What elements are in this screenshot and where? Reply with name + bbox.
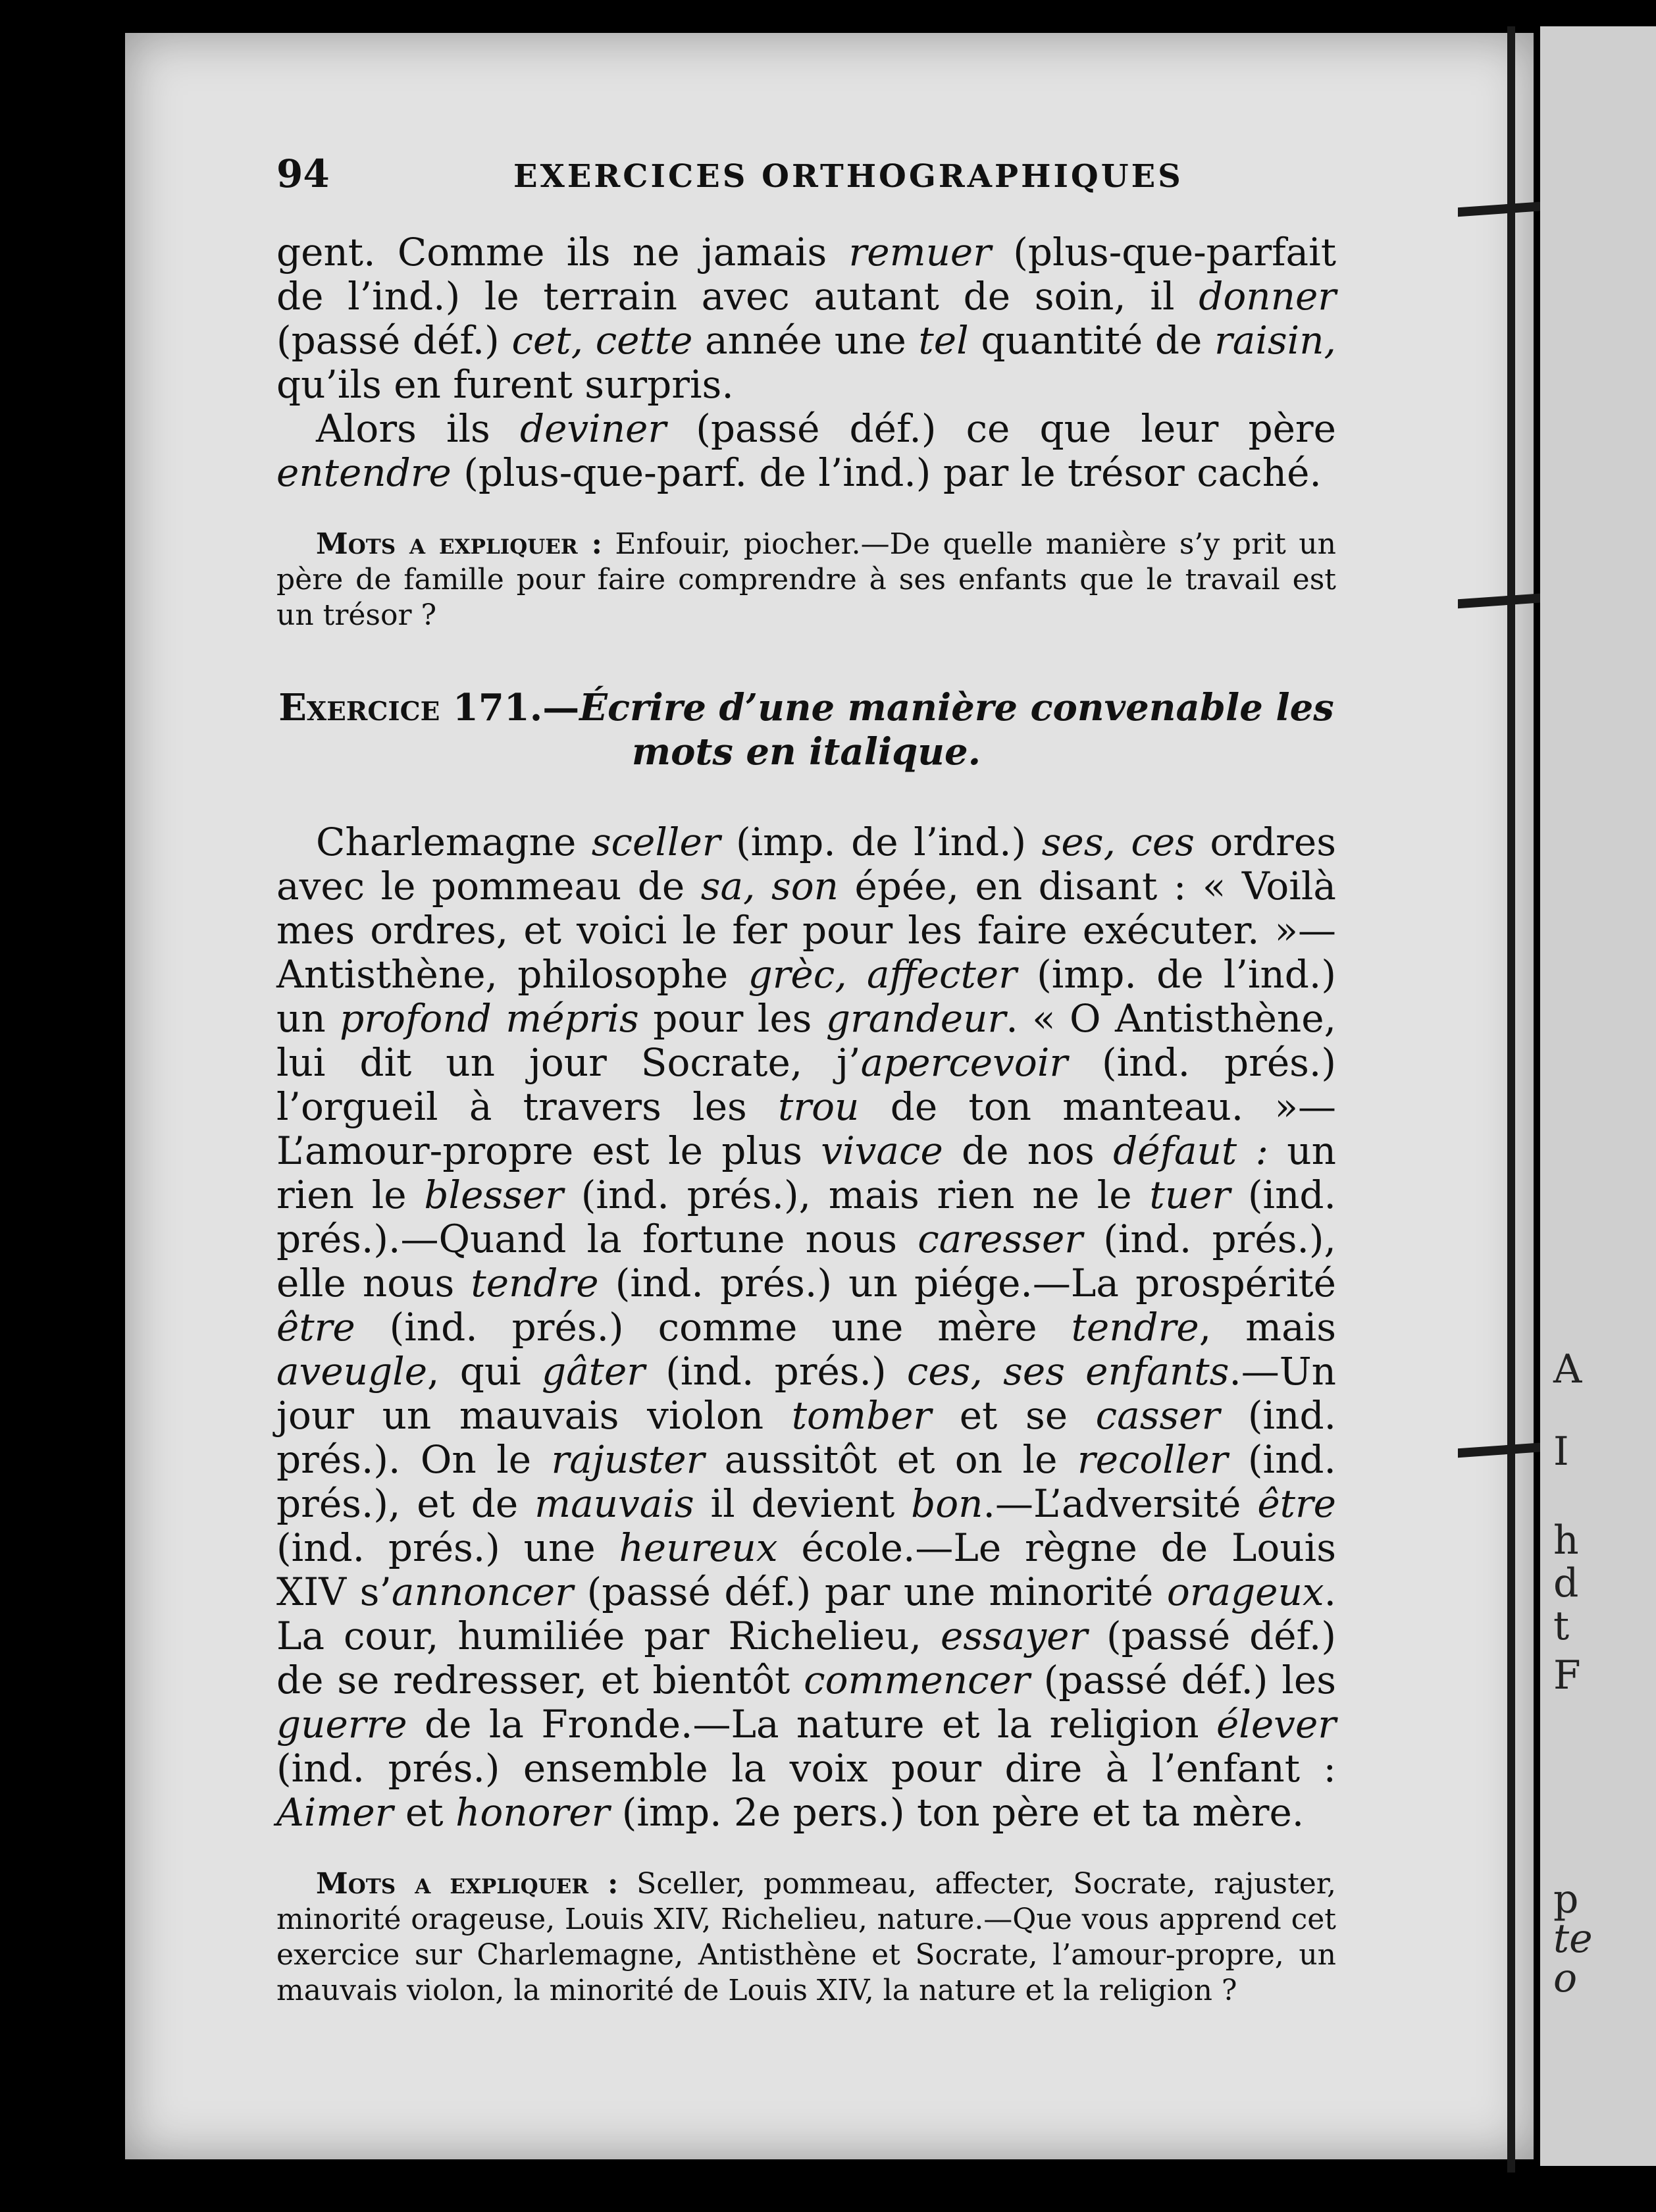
italic-word: aveugle [276,1349,428,1394]
italic-word: donner [1199,274,1336,319]
vocabulary-note-2 [276,1866,1336,2009]
italic-word: tendre [1071,1305,1199,1350]
text-run: ordres avec le pommeau de [276,820,1336,908]
book-spine [1507,26,1515,2172]
next-page-fragment: te [1553,1916,1593,1962]
text-run: et [393,1790,455,1835]
italic-word: être [276,1305,355,1350]
next-page-fragment: I [1553,1429,1569,1475]
text-run: (passé déf.) ce que leur père [666,406,1336,451]
italic-word: sa, son [700,864,839,908]
text-run: de nos [943,1128,1114,1173]
text-run: .—L’adversité [983,1481,1258,1526]
italic-word: ses, ces [1041,820,1195,864]
italic-word: sceller [591,820,721,864]
next-page-fragment: o [1553,1955,1578,2001]
italic-word: gâter [541,1349,646,1394]
italic-word: raisin, [1214,318,1336,363]
next-page-fragment: t [1553,1603,1570,1649]
text-run: (ind. prés.), elle nous [276,1217,1336,1305]
italic-word: apercevoir [860,1040,1068,1085]
text-run: (ind. prés.) une [276,1525,619,1570]
text-run: (ind. prés.).—Quand la fortune nous [276,1172,1336,1261]
page-number: 94 [276,151,330,196]
text-run: , mais [1199,1305,1337,1350]
page-text [276,151,1336,2009]
italic-word: entendre [276,450,452,495]
next-page-fragment: F [1553,1652,1581,1698]
text-run: aussitôt et on le [704,1437,1077,1482]
italic-word: défaut : [1113,1128,1269,1173]
text-run: épée, en disant : « Voilà mes ordres, et voici le fer pour les faire exécuter. »—Antisthène, philosophe [276,864,1336,997]
exercise-instruction: Écrire d’une manière convenable les mots en italique. [579,686,1334,774]
italic-word: blesser [424,1172,563,1217]
italic-word: élever [1216,1702,1336,1747]
italic-word: remuer [848,230,991,275]
next-page-fragment: d [1553,1560,1579,1606]
text-run: Charlemagne [316,820,592,864]
italic-word: tomber [791,1393,932,1438]
italic-word: être [1257,1481,1337,1526]
italic-word: profond mépris [340,996,639,1041]
text-run: pour les [638,996,826,1041]
text-run: (ind. prés.) l’orgueil à travers les [276,1040,1336,1129]
text-run: (passé déf.) les [1029,1658,1336,1702]
next-page-fragment: p [1553,1876,1579,1922]
text-run: (ind. prés.) [645,1349,907,1394]
italic-word: vivace [821,1128,943,1173]
note-lead: Mots a expliquer : [316,1867,619,1901]
continuation-paragraph-2 [276,407,1336,495]
text-run: (ind. prés.) comme une mère [355,1305,1072,1350]
italic-word: rajuster [551,1437,705,1482]
italic-word: tel [918,318,969,363]
page-header [276,151,1336,230]
text-run: il devient [694,1481,912,1526]
text-run: . « O Antisthène, lui dit un jour Socrate, j’ [276,996,1337,1085]
italic-word: Aimer [276,1790,394,1835]
text-run: (passé déf.) par une minorité [573,1569,1167,1614]
text-run: école.—Le règne de Louis XIV s’ [276,1525,1336,1614]
text-run: et se [931,1393,1096,1438]
italic-word: ces, ses enfants [906,1349,1229,1394]
text-run: (plus-que-parfait de l’ind.) le terrain avec autant de soin, il [276,230,1336,319]
text-run: gent. Comme ils ne jamais [276,230,849,275]
text-run: (ind. prés.) un piége.—La prospérité [598,1261,1336,1305]
text-run: (passé déf.) [276,318,512,363]
note-text: Sceller, pommeau, affecter, Socrate, rajuster, minorité orageuse, Louis XIV, Richelieu, nature.—Que vous apprend cet exercice sur Charlemagne, Antisthène et Socrate, l’amour-propre, un mauvais violon, la minorité de Louis XIV, la nature et la religion ? [276,1867,1336,2007]
text-run: (imp. 2e pers.) ton père et ta mère. [609,1790,1305,1835]
exercise-heading [276,686,1336,774]
italic-word: tendre [471,1261,599,1305]
text-run: de ton manteau. »—L’amour-propre est le plus [276,1084,1336,1173]
text-run: un rien le [276,1128,1337,1217]
text-run: (ind. prés.) ensemble la voix pour dire à l’enfant : [276,1746,1336,1791]
text-run: (ind. prés.). On le [276,1393,1337,1482]
text-run: (ind. prés.), mais rien ne le [563,1172,1150,1217]
italic-word: caresser [918,1217,1083,1261]
italic-word: commencer [804,1658,1030,1702]
italic-word: casser [1095,1393,1220,1438]
italic-word: mauvais [534,1481,694,1526]
italic-word: annoncer [391,1569,573,1614]
exercise-paragraph [276,820,1336,1835]
text-run: (ind. prés.), et de [276,1437,1336,1526]
text-run: . La cour, humiliée par Richelieu, [276,1569,1337,1658]
text-run: (imp. de l’ind.) un [276,952,1336,1041]
italic-word: heureux [619,1525,778,1570]
italic-word: bon [911,1481,983,1526]
italic-word: cet, cette [511,318,693,363]
text-run: , qui [427,1349,542,1394]
continuation-paragraph [276,230,1336,407]
text-run: .—Un jour un mauvais violon [276,1349,1337,1438]
next-page-edge [1540,26,1656,2166]
running-head: EXERCICES ORTHOGRAPHIQUES [513,158,1183,195]
italic-word: grandeur [825,996,1006,1041]
note-lead: Mots a expliquer : [316,527,602,561]
italic-word: essayer [940,1614,1088,1658]
text-run: qu’ils en furent surpris. [276,362,734,407]
italic-word: tuer [1149,1172,1231,1217]
vocabulary-note [276,527,1336,633]
text-run: Alors ils [316,406,520,451]
note-text: Enfouir, piocher.—De quelle manière s’y prit un père de famille pour faire comprendre à ses enfants que le travail est un trésor ? [276,527,1336,632]
italic-word: trou [778,1084,860,1129]
italic-word: guerre [276,1702,407,1747]
italic-word: grèc, affecter [748,952,1017,997]
text-run: (plus-que-parf. de l’ind.) par le trésor caché. [451,450,1322,495]
text-run: (imp. de l’ind.) [720,820,1042,864]
italic-word: honorer [455,1790,610,1835]
exercise-number: Exercice 171.— [278,686,580,729]
italic-word: orageux [1166,1569,1324,1614]
italic-word: recoller [1077,1437,1228,1482]
text-run: (passé déf.) de se redresser, et bientôt [276,1614,1336,1702]
text-run: quantité de [968,318,1215,363]
text-run: année une [692,318,919,363]
next-page-fragment: h [1553,1517,1579,1564]
italic-word: deviner [519,406,667,451]
next-page-fragment: A [1553,1346,1582,1392]
text-run: de la Fronde.—La nature et la religion [407,1702,1216,1747]
